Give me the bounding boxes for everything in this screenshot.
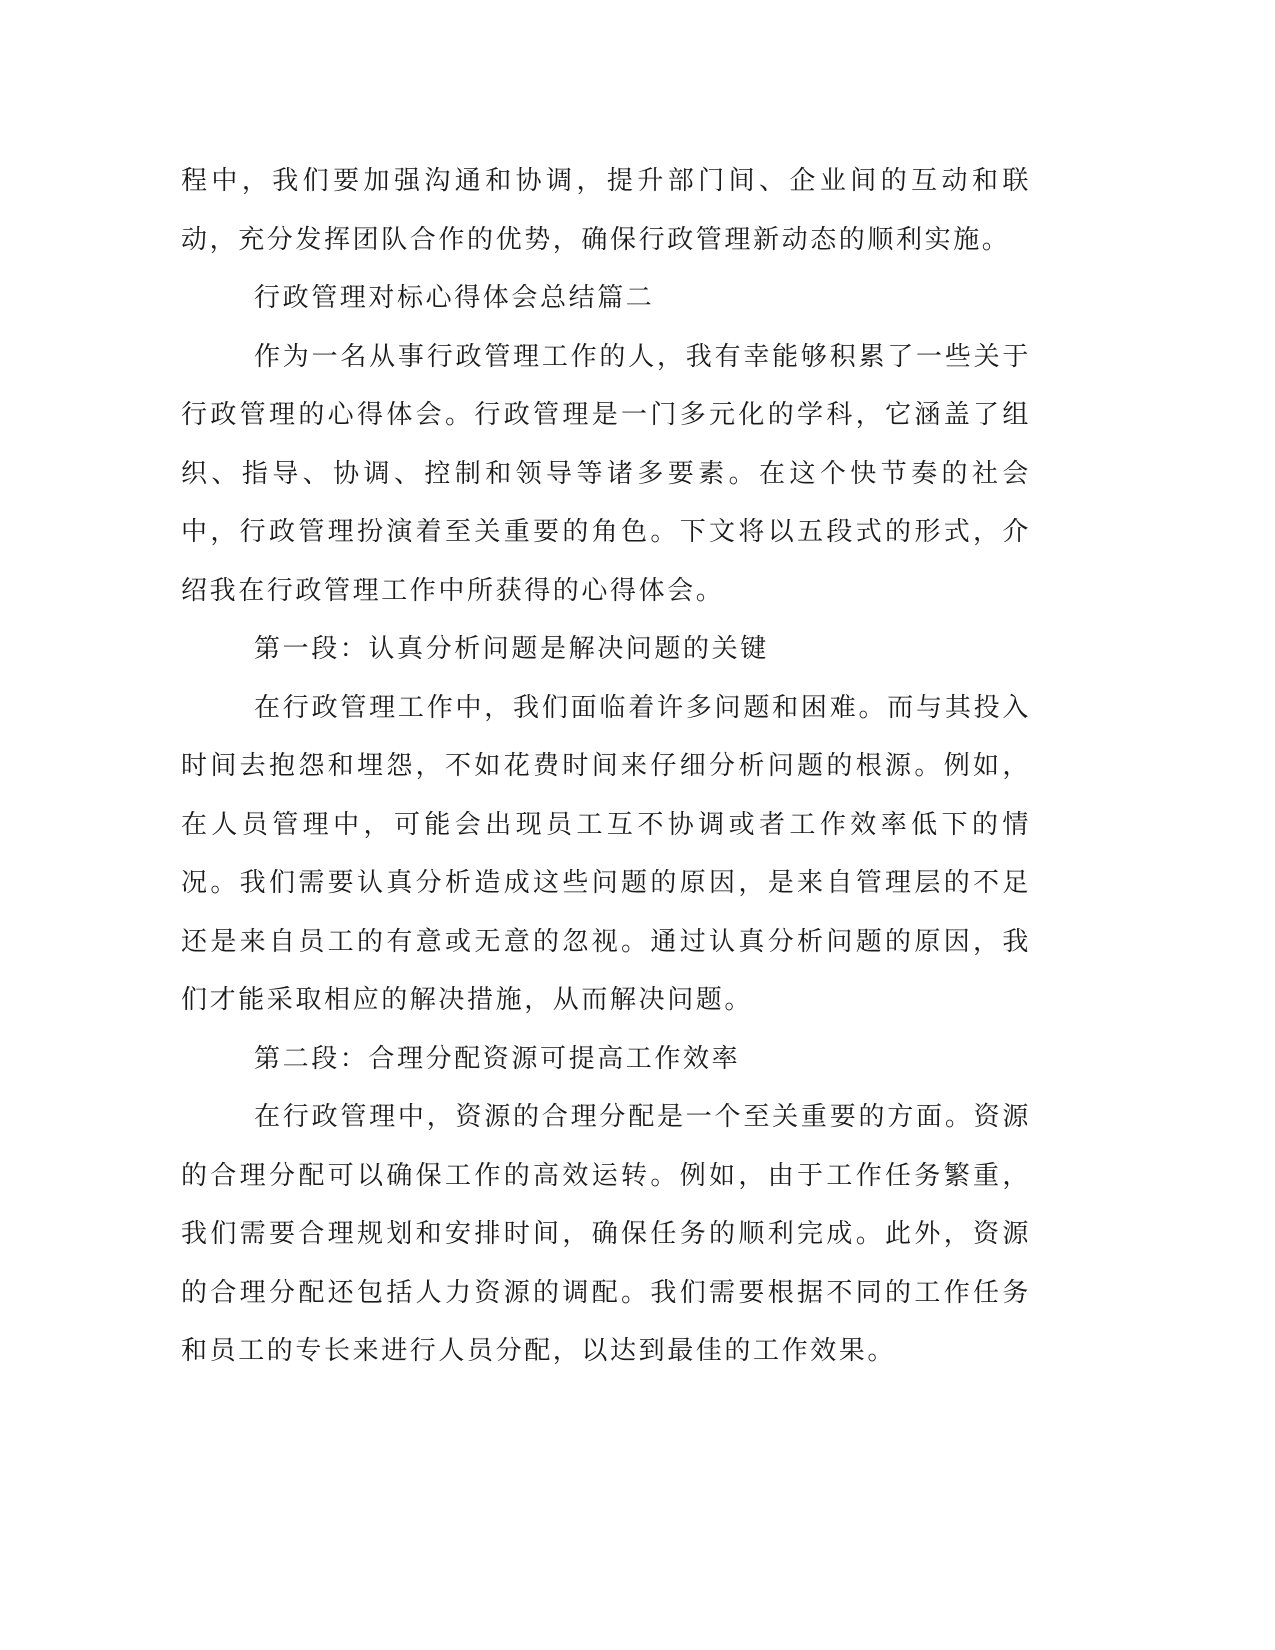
subheading-section-two: 第二段：合理分配资源可提高工作效率	[254, 1043, 741, 1074]
section-title-part-two: 行政管理对标心得体会总结篇二	[254, 283, 655, 313]
paragraph-continuation: 程中，我们要加强沟通和协调，提升部门间、企业间的互动和联动，充分发挥团队合作的优势，确保行政管理新动态的顺利实施。	[181, 166, 1031, 255]
paragraph-section-two: 在行政管理中，资源的合理分配是一个至关重要的方面。资源的合理分配可以确保工作的高效运转。例如，由于工作任务繁重，我们需要合理规划和安排时间，确保任务的顺利完成。此外，资源的合理分配还包括人力资源的调配。我们需要根据不同的工作任务和员工的专长来进行人员分配，以达到最佳的工作效果。	[181, 1102, 1031, 1366]
paragraph-introduction: 作为一名从事行政管理工作的人，我有幸能够积累了一些关于行政管理的心得体会。行政管理是一门多元化的学科，它涵盖了组织、指导、协调、控制和领导等诸多要素。在这个快节奏的社会中，行政管理扮演着至关重要的角色。下文将以五段式的形式，介绍我在行政管理工作中所获得的心得体会。	[181, 341, 1031, 606]
paragraph-section-one: 在行政管理工作中，我们面临着许多问题和困难。而与其投入时间去抱怨和埋怨，不如花费时间来仔细分析问题的根源。例如，在人员管理中，可能会出现员工互不协调或者工作效率低下的情况。我们需要认真分析造成这些问题的原因，是来自管理层的不足还是来自员工的有意或无意的忽视。通过认真分析问题的原因，我们才能采取相应的解决措施，从而解决问题。	[181, 692, 1031, 1015]
subheading-section-one: 第一段：认真分析问题是解决问题的关键	[254, 634, 769, 664]
document-body	[181, 152, 1031, 1381]
